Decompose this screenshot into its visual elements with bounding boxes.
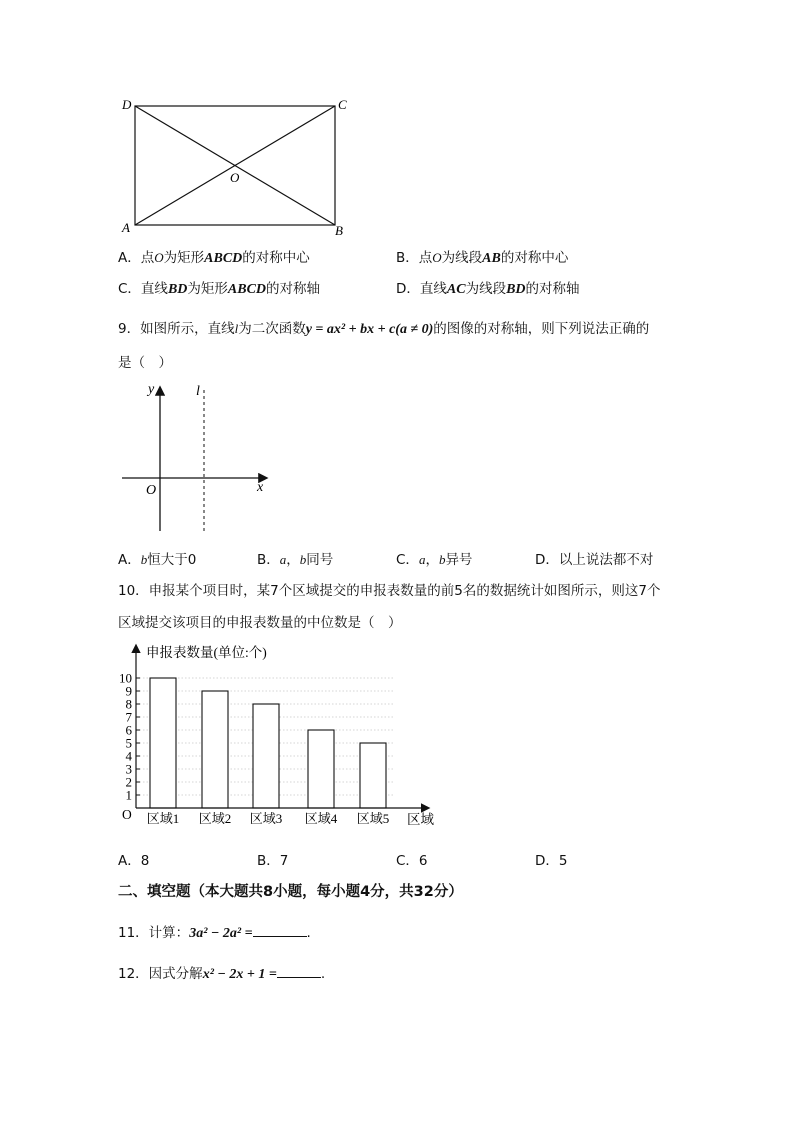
- chart-y-tick-label: 10: [119, 670, 132, 686]
- label-y: y: [148, 382, 155, 397]
- q9-option-b[interactable]: B．a，b同号: [257, 552, 334, 568]
- bar-chart: [110, 638, 450, 832]
- q10-option-a[interactable]: A．8: [118, 853, 150, 869]
- chart-bar: [253, 704, 279, 808]
- section-title: 二、填空题（本大题共8小题，每小题4分，共32分）: [118, 884, 463, 900]
- chart-y-tick-label: 3: [125, 761, 132, 777]
- q10-option-d[interactable]: D．5: [535, 853, 568, 869]
- q8-option-d[interactable]: D．直线AC为线段BD的对称轴: [396, 281, 580, 297]
- chart-category-label: 区域4: [304, 811, 338, 826]
- chart-category-label: 区域3: [249, 811, 283, 826]
- q11-answer-blank[interactable]: [253, 922, 307, 937]
- label-a: A: [122, 220, 130, 235]
- label-d: D: [122, 97, 132, 112]
- chart-y-label: 申报表数量(单位:个): [146, 645, 267, 660]
- q11: 11．计算：3a² − 2a² = .: [118, 922, 311, 943]
- chart-bar: [150, 678, 176, 808]
- chart-y-tick-label: 5: [125, 735, 132, 751]
- label-o: O: [230, 170, 240, 185]
- chart-category-label: 区域2: [198, 811, 232, 826]
- chart-y-tick-label: 1: [125, 787, 132, 803]
- q9-stem-line2: 是（ ）: [118, 355, 172, 371]
- q10-option-c[interactable]: C．6: [396, 853, 428, 869]
- q9-stem: 9．如图所示，直线l为二次函数y = ax² + bx + c(a ≠ 0)的图像的对称轴，则下列说法正确的: [118, 321, 650, 337]
- chart-y-tick-label: 2: [125, 774, 132, 790]
- q8-option-b[interactable]: B．点O为线段AB的对称中心: [396, 250, 569, 266]
- chart-bar: [202, 691, 228, 808]
- chart-y-tick-label: 9: [125, 683, 132, 699]
- q9-option-c[interactable]: C．a，b异号: [396, 552, 473, 568]
- label-x: x: [257, 480, 264, 495]
- chart-x-label: 区域: [407, 812, 434, 827]
- label-origin: O: [146, 483, 157, 498]
- chart-origin-label: O: [122, 807, 132, 822]
- q9-option-d[interactable]: D．以上说法都不对: [535, 552, 654, 568]
- label-c: C: [338, 97, 347, 112]
- chart-y-tick-label: 4: [125, 748, 132, 764]
- rectangle-figure: [115, 92, 355, 240]
- chart-y-tick-label: 8: [125, 696, 132, 712]
- q10-stem-line2: 区域提交该项目的申报表数量的中位数是（ ）: [118, 615, 402, 631]
- q9-option-a[interactable]: A．b恒大于0: [118, 552, 197, 568]
- axes-figure: [118, 378, 278, 536]
- q12: 12．因式分解x² − 2x + 1 = .: [118, 963, 325, 984]
- q10-option-b[interactable]: B．7: [257, 853, 289, 869]
- label-b: B: [335, 223, 343, 238]
- chart-bar: [360, 743, 386, 808]
- chart-y-tick-label: 6: [125, 722, 132, 738]
- chart-category-label: 区域5: [356, 811, 390, 826]
- label-l: l: [196, 384, 200, 399]
- q12-answer-blank[interactable]: [277, 963, 321, 978]
- chart-bar: [308, 730, 334, 808]
- chart-category-label: 区域1: [146, 811, 180, 826]
- q8-option-a[interactable]: A．点O为矩形ABCD的对称中心: [118, 250, 310, 266]
- q10-stem-line1: 10．申报某个项目时，某7个区域提交的申报表数量的前5名的数据统计如图所示，则这7个: [118, 583, 661, 599]
- chart-y-tick-label: 7: [125, 709, 132, 725]
- q8-option-c[interactable]: C．直线BD为矩形ABCD的对称轴: [118, 281, 321, 297]
